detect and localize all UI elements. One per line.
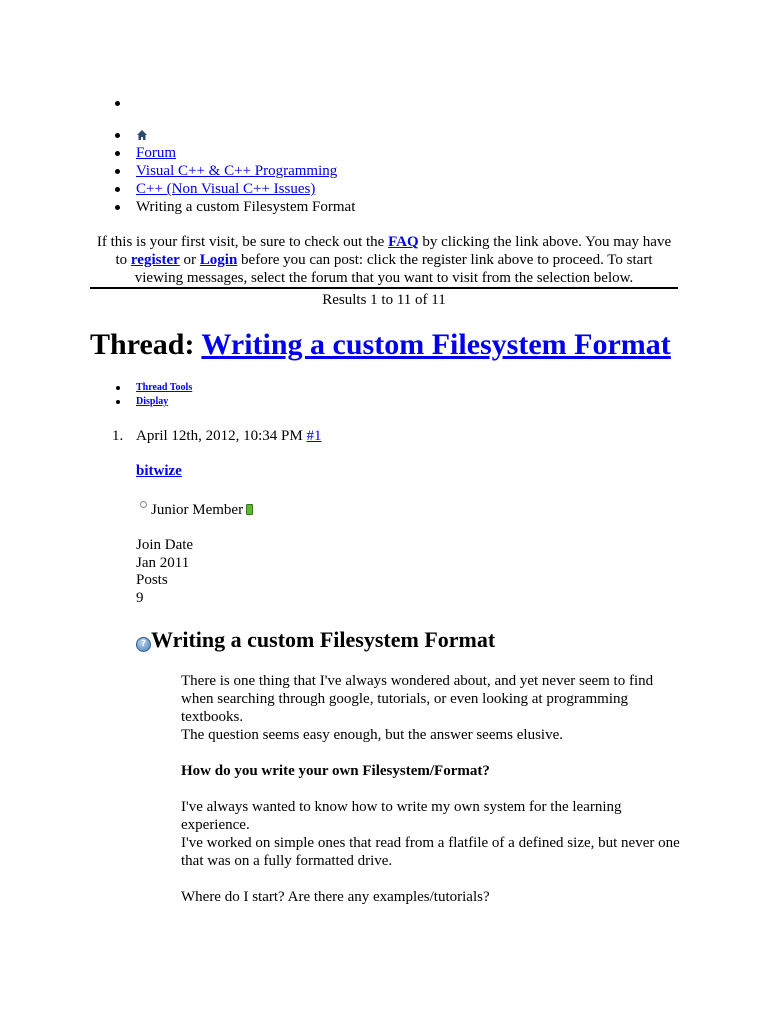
question-icon: ? xyxy=(136,637,151,652)
thread-tools-item[interactable] xyxy=(136,381,192,395)
offline-status-icon xyxy=(140,501,147,508)
post-text-4: Where do I start? Are there any examples/tutorials? xyxy=(181,889,490,905)
notice-text-or: or xyxy=(179,252,200,268)
post-paragraph-2 xyxy=(181,762,681,780)
home-icon[interactable] xyxy=(136,129,148,141)
divider xyxy=(90,287,678,289)
notice-text-3: before you can post: click the register link above to proceed. To start viewing messages, select the forum that you want to visit from the selection below. xyxy=(134,252,653,286)
thread-title-prefix: Thread: xyxy=(90,328,202,361)
results-count: Results 1 to 11 of 11 xyxy=(322,292,446,308)
breadcrumb-link-non-visual-cpp[interactable]: C++ (Non Visual C++ Issues) xyxy=(136,181,316,197)
home-link[interactable] xyxy=(136,127,148,143)
post-paragraph-3 xyxy=(181,798,681,870)
notice-text-1: If this is your first visit, be sure to check out the xyxy=(96,234,389,250)
post-text-3a: I've always wanted to know how to write my own system for the learning experience. xyxy=(181,799,622,833)
breadcrumb-link-forum[interactable]: Forum xyxy=(136,145,177,161)
breadcrumb xyxy=(136,126,355,216)
register-link[interactable]: register xyxy=(130,252,180,268)
thread-title-link[interactable]: Writing a custom Filesystem Format xyxy=(201,328,671,361)
post-author-link[interactable]: bitwize xyxy=(136,463,182,479)
post-date: April 12th, 2012, 10:34 PM xyxy=(136,428,303,444)
breadcrumb-home[interactable] xyxy=(136,126,355,144)
posts-label: Posts xyxy=(136,572,168,588)
user-rank: Junior Member xyxy=(151,502,244,518)
notice-text-2: by clicking the link above. You may have to xyxy=(115,234,672,268)
post-text-3b: I've worked on simple ones that read from a flatfile of a defined size, but never one that was on a fully formatted drive. xyxy=(181,835,680,869)
breadcrumb-link-visual-cpp[interactable]: Visual C++ & C++ Programming xyxy=(136,163,338,179)
breadcrumb-current-label: Writing a custom Filesystem Format xyxy=(136,199,356,215)
join-date-value: Jan 2011 xyxy=(136,554,190,571)
post-paragraph-1 xyxy=(181,672,681,744)
display-item[interactable] xyxy=(136,395,192,409)
post-title xyxy=(136,627,495,653)
thread-tools-menu xyxy=(136,381,192,409)
post-text-1a: There is one thing that I've always wondered about, and yet never seem to find when searching through google, tutorials, or even looking at programming textbooks. xyxy=(181,673,654,725)
reputation-icon xyxy=(246,504,253,515)
post-paragraph-4 xyxy=(181,888,681,906)
user-stats xyxy=(136,537,193,607)
login-link[interactable]: Login xyxy=(199,252,238,268)
post-number-marker: 1. xyxy=(112,428,124,444)
thread-title xyxy=(90,326,671,364)
faq-link[interactable]: FAQ xyxy=(388,234,419,250)
thread-tools-link[interactable]: Thread Tools xyxy=(136,382,193,393)
posts-value: 9 xyxy=(136,589,144,606)
first-visit-notice xyxy=(90,233,678,287)
post-question-bold: How do you write your own Filesystem/Format? xyxy=(181,763,490,779)
post-permalink[interactable]: #1 xyxy=(306,428,322,444)
join-date-label: Join Date xyxy=(136,537,194,553)
user-rank-line xyxy=(140,501,253,519)
post-header xyxy=(136,427,321,445)
breadcrumb-item-visual-cpp[interactable] xyxy=(136,162,355,180)
post-text-1b: The question seems easy enough, but the answer seems elusive. xyxy=(181,727,563,743)
breadcrumb-item-forum[interactable] xyxy=(136,144,355,162)
display-link[interactable]: Display xyxy=(136,396,169,407)
post-body xyxy=(181,672,681,924)
breadcrumb-current xyxy=(136,198,355,216)
breadcrumb-item-non-visual-cpp[interactable] xyxy=(136,180,355,198)
post-title-text: Writing a custom Filesystem Format xyxy=(151,627,496,652)
